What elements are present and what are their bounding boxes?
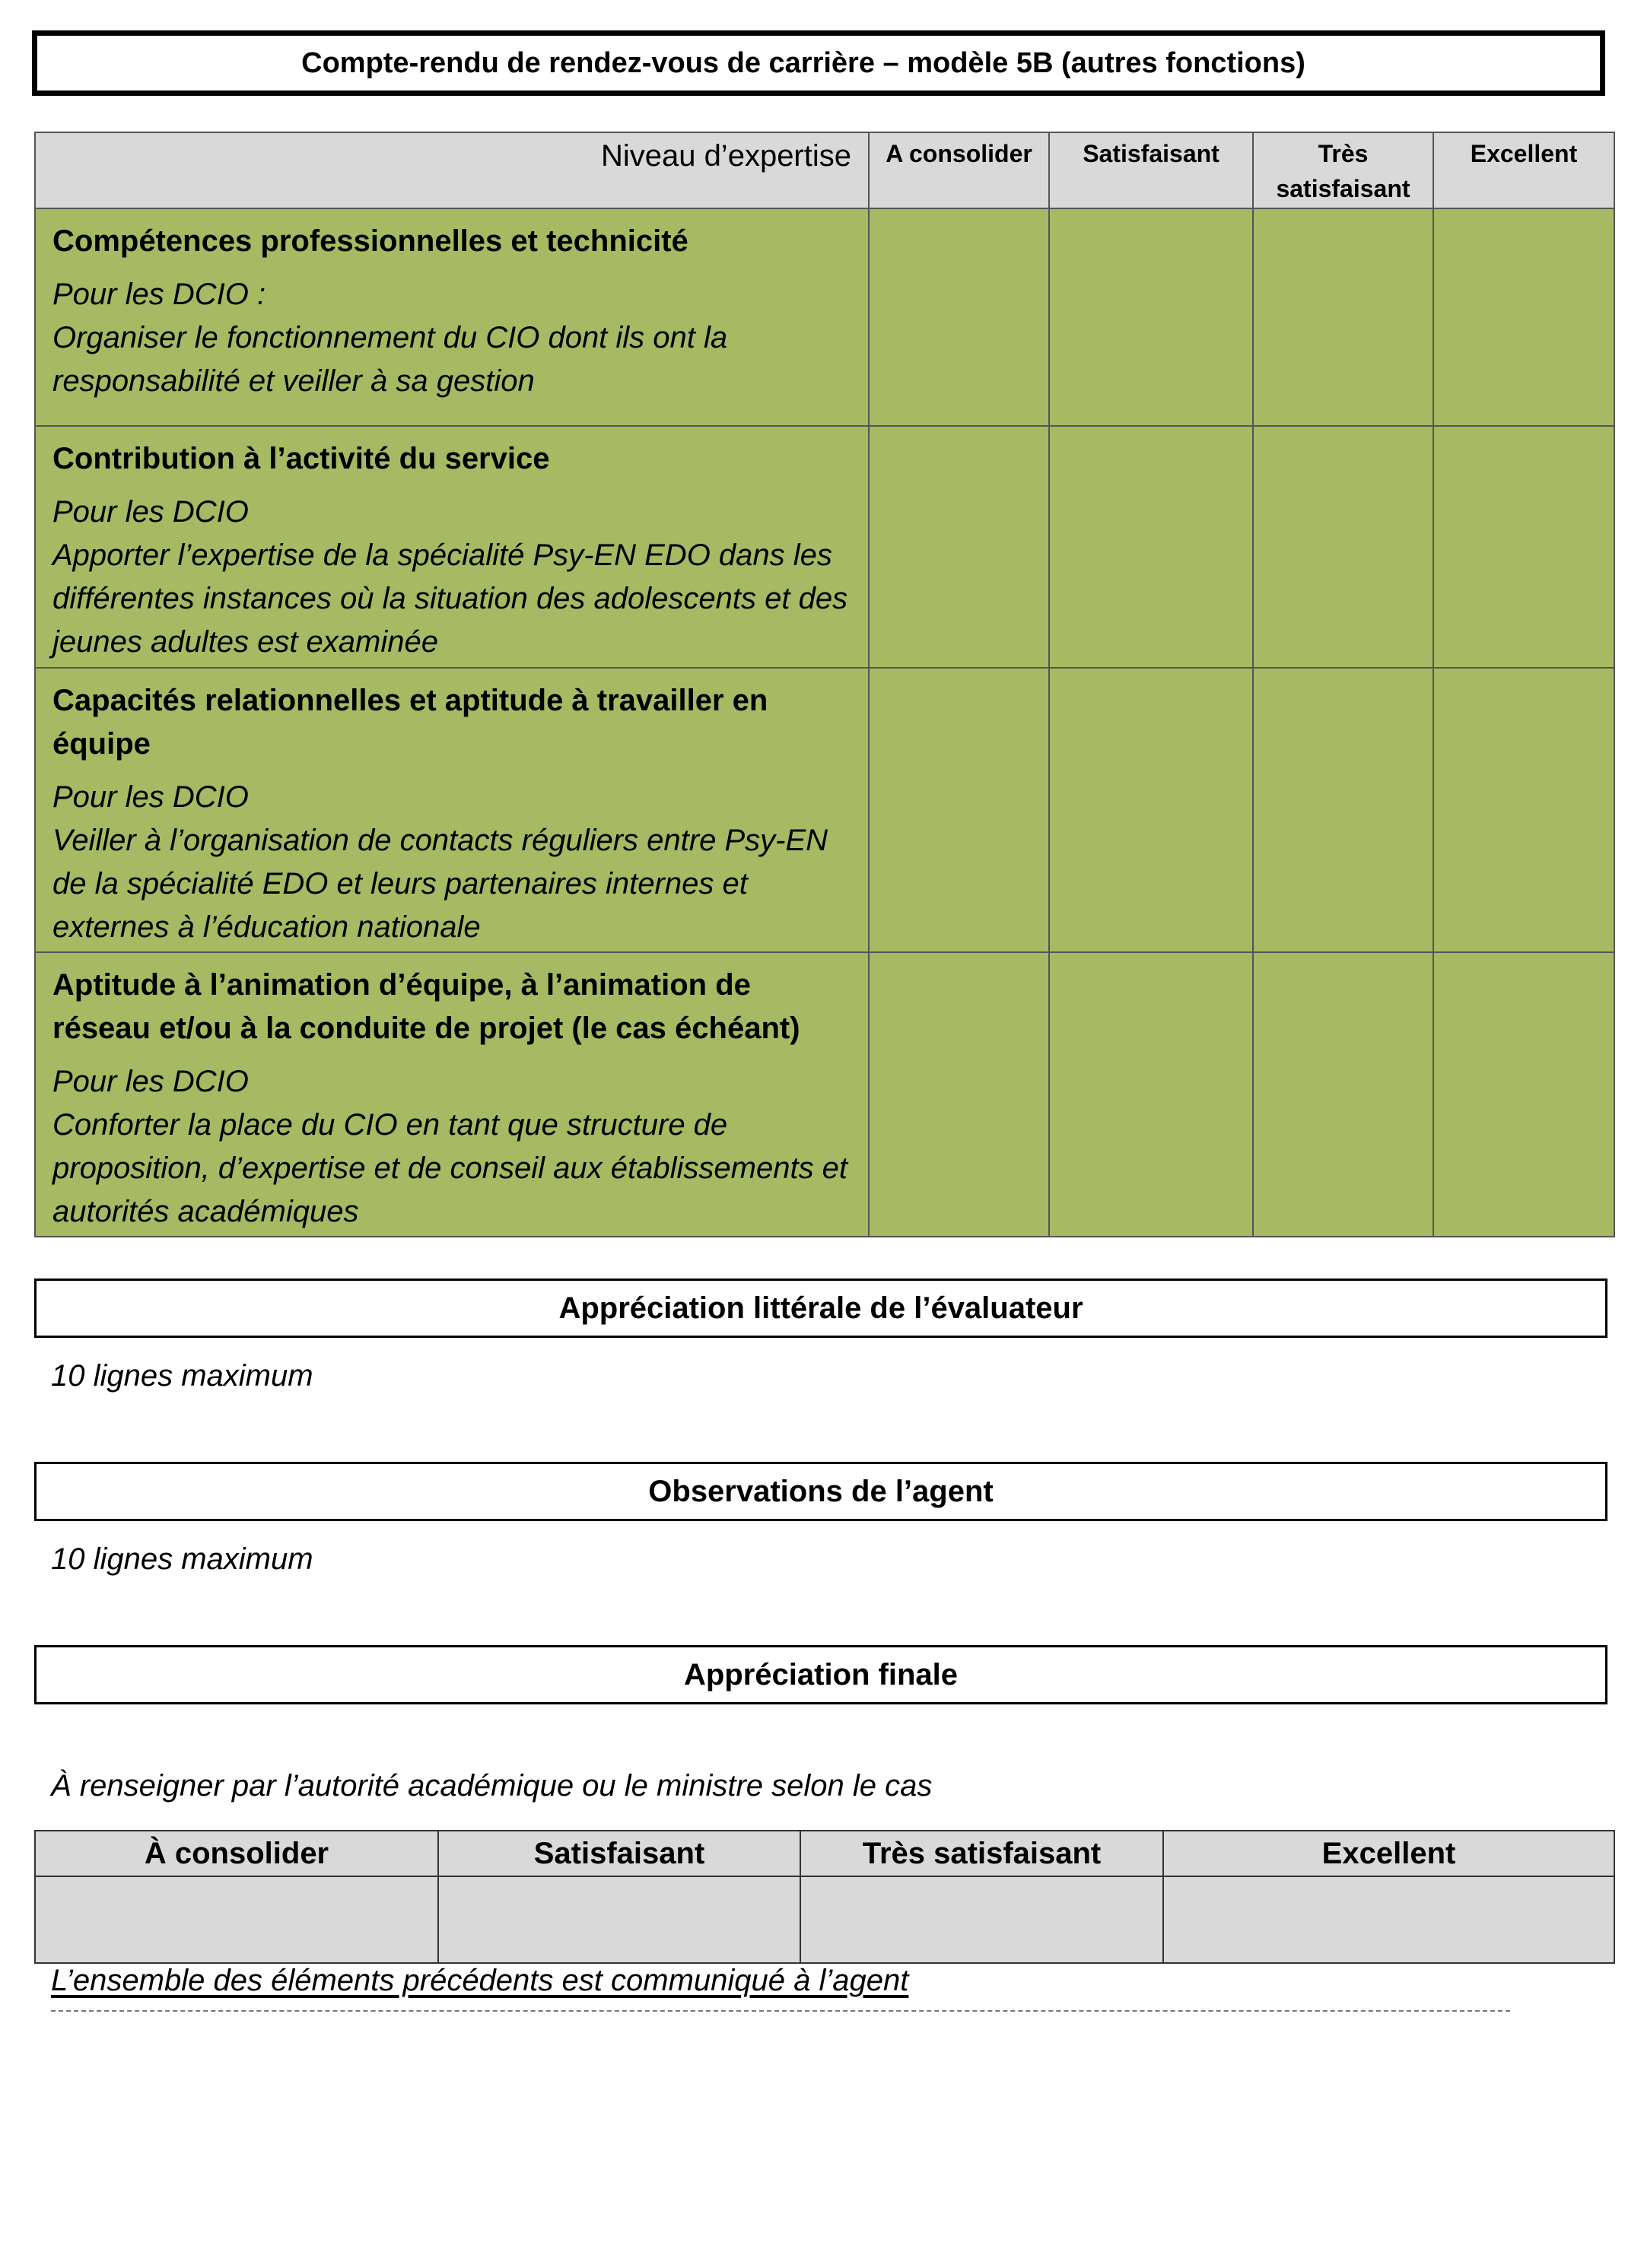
rating-cell-satisfaisant[interactable]: [1049, 668, 1253, 952]
final-level-tres-satisfaisant: Très satisfaisant: [800, 1831, 1163, 1876]
criterion-title: Compétences professionnelles et technicité: [52, 224, 688, 258]
criterion-title: Capacités relationnelles et aptitude à travailler en équipe: [52, 684, 768, 761]
criterion-row: [35, 208, 1614, 426]
criterion-description: [52, 273, 853, 403]
criterion-detail: Conforter la place du CIO en tant que structure de proposition, d’expertise et de conseil aux établissements et autorités académiques: [52, 1108, 848, 1228]
agent-observations-title: Observations de l’agent: [648, 1474, 994, 1508]
evaluator-appreciation-title: Appréciation littérale de l’évaluateur: [558, 1291, 1083, 1325]
grid-header-row: [35, 132, 1614, 208]
niveau-expertise-cell: [35, 132, 869, 208]
criterion-detail: Apporter l’expertise de la spécialité Psy-EN EDO dans les différentes instances où la situation des adolescents et des jeunes adultes est examinée: [52, 538, 848, 659]
criterion-title: Contribution à l’activité du service: [52, 442, 550, 475]
criterion-title: Aptitude à l’animation d’équipe, à l’animation de réseau et/ou à la conduite de projet (le cas échéant): [52, 968, 800, 1045]
final-level-excellent: Excellent: [1163, 1831, 1614, 1876]
rating-cell-tres-satisfaisant[interactable]: [1253, 668, 1433, 952]
rating-cell-satisfaisant[interactable]: [1049, 952, 1253, 1237]
rating-cell-satisfaisant[interactable]: [1049, 426, 1253, 668]
rating-cell-excellent[interactable]: [1433, 952, 1614, 1237]
criterion-text-cell: [35, 426, 869, 668]
criterion-description: [52, 491, 853, 664]
final-rating-table: [34, 1830, 1615, 1964]
criterion-audience: Pour les DCIO: [52, 780, 249, 814]
final-rating-cell-satisfaisant[interactable]: [438, 1876, 800, 1963]
rating-cell-consolider[interactable]: [869, 208, 1049, 426]
criterion-description: [52, 1060, 853, 1234]
level-header-consolider: A consolider: [869, 132, 1049, 208]
rating-cell-excellent[interactable]: [1433, 668, 1614, 952]
final-rating-cell-excellent[interactable]: [1163, 1876, 1614, 1963]
criterion-detail: Organiser le fonctionnement du CIO dont ils ont la responsabilité et veiller à sa gestion: [52, 321, 728, 398]
communication-note: L’ensemble des éléments précédents est communiqué à l’agent: [51, 1964, 909, 1997]
rating-cell-excellent[interactable]: [1433, 426, 1614, 668]
criterion-audience: Pour les DCIO :: [52, 278, 266, 311]
final-rating-header-row: [35, 1831, 1614, 1876]
dashed-divider: [51, 2010, 1510, 2012]
criterion-text-cell: [35, 952, 869, 1237]
rating-cell-consolider[interactable]: [869, 668, 1049, 952]
criterion-audience: Pour les DCIO: [52, 495, 249, 529]
document-title-text: Compte-rendu de rendez-vous de carrière – modèle 5B (autres fonctions): [301, 46, 1305, 79]
criterion-text-cell: [35, 668, 869, 952]
final-level-consolider: À consolider: [35, 1831, 438, 1876]
criterion-row: [35, 668, 1614, 952]
rating-cell-excellent[interactable]: [1433, 208, 1614, 426]
rating-cell-satisfaisant[interactable]: [1049, 208, 1253, 426]
niveau-expertise-label: Niveau d’expertise: [600, 139, 851, 173]
final-appreciation-header: [34, 1645, 1607, 1704]
criterion-description: [52, 776, 853, 949]
final-instruction: À renseigner par l’autorité académique ou le ministre selon le cas: [51, 1769, 933, 1803]
rating-cell-consolider[interactable]: [869, 952, 1049, 1237]
level-header-satisfaisant: Satisfaisant: [1049, 132, 1253, 208]
criterion-row: [35, 426, 1614, 668]
document-title: [32, 30, 1605, 96]
agent-observations-header: [34, 1462, 1607, 1521]
final-rating-input-row: [35, 1876, 1614, 1963]
level-header-tres-satisfaisant: Très satisfaisant: [1253, 132, 1433, 208]
agent-note: 10 lignes maximum: [51, 1542, 313, 1576]
final-appreciation-title: Appréciation finale: [683, 1657, 959, 1691]
rating-cell-tres-satisfaisant[interactable]: [1253, 952, 1433, 1237]
criterion-audience: Pour les DCIO: [52, 1065, 249, 1098]
final-rating-cell-tres-satisfaisant[interactable]: [800, 1876, 1163, 1963]
criterion-text-cell: [35, 208, 869, 426]
final-level-satisfaisant: Satisfaisant: [438, 1831, 800, 1876]
rating-cell-tres-satisfaisant[interactable]: [1253, 208, 1433, 426]
criterion-detail: Veiller à l’organisation de contacts réguliers entre Psy-EN de la spécialité EDO et leurs partenaires internes et externes à l’éducation nationale: [52, 824, 828, 944]
final-rating-cell-consolider[interactable]: [35, 1876, 438, 1963]
criterion-row: [35, 952, 1614, 1237]
level-header-excellent: Excellent: [1433, 132, 1614, 208]
evaluator-note: 10 lignes maximum: [51, 1359, 313, 1393]
rating-cell-consolider[interactable]: [869, 426, 1049, 668]
expertise-grid: [34, 132, 1615, 1237]
rating-cell-tres-satisfaisant[interactable]: [1253, 426, 1433, 668]
evaluator-appreciation-header: [34, 1279, 1607, 1338]
